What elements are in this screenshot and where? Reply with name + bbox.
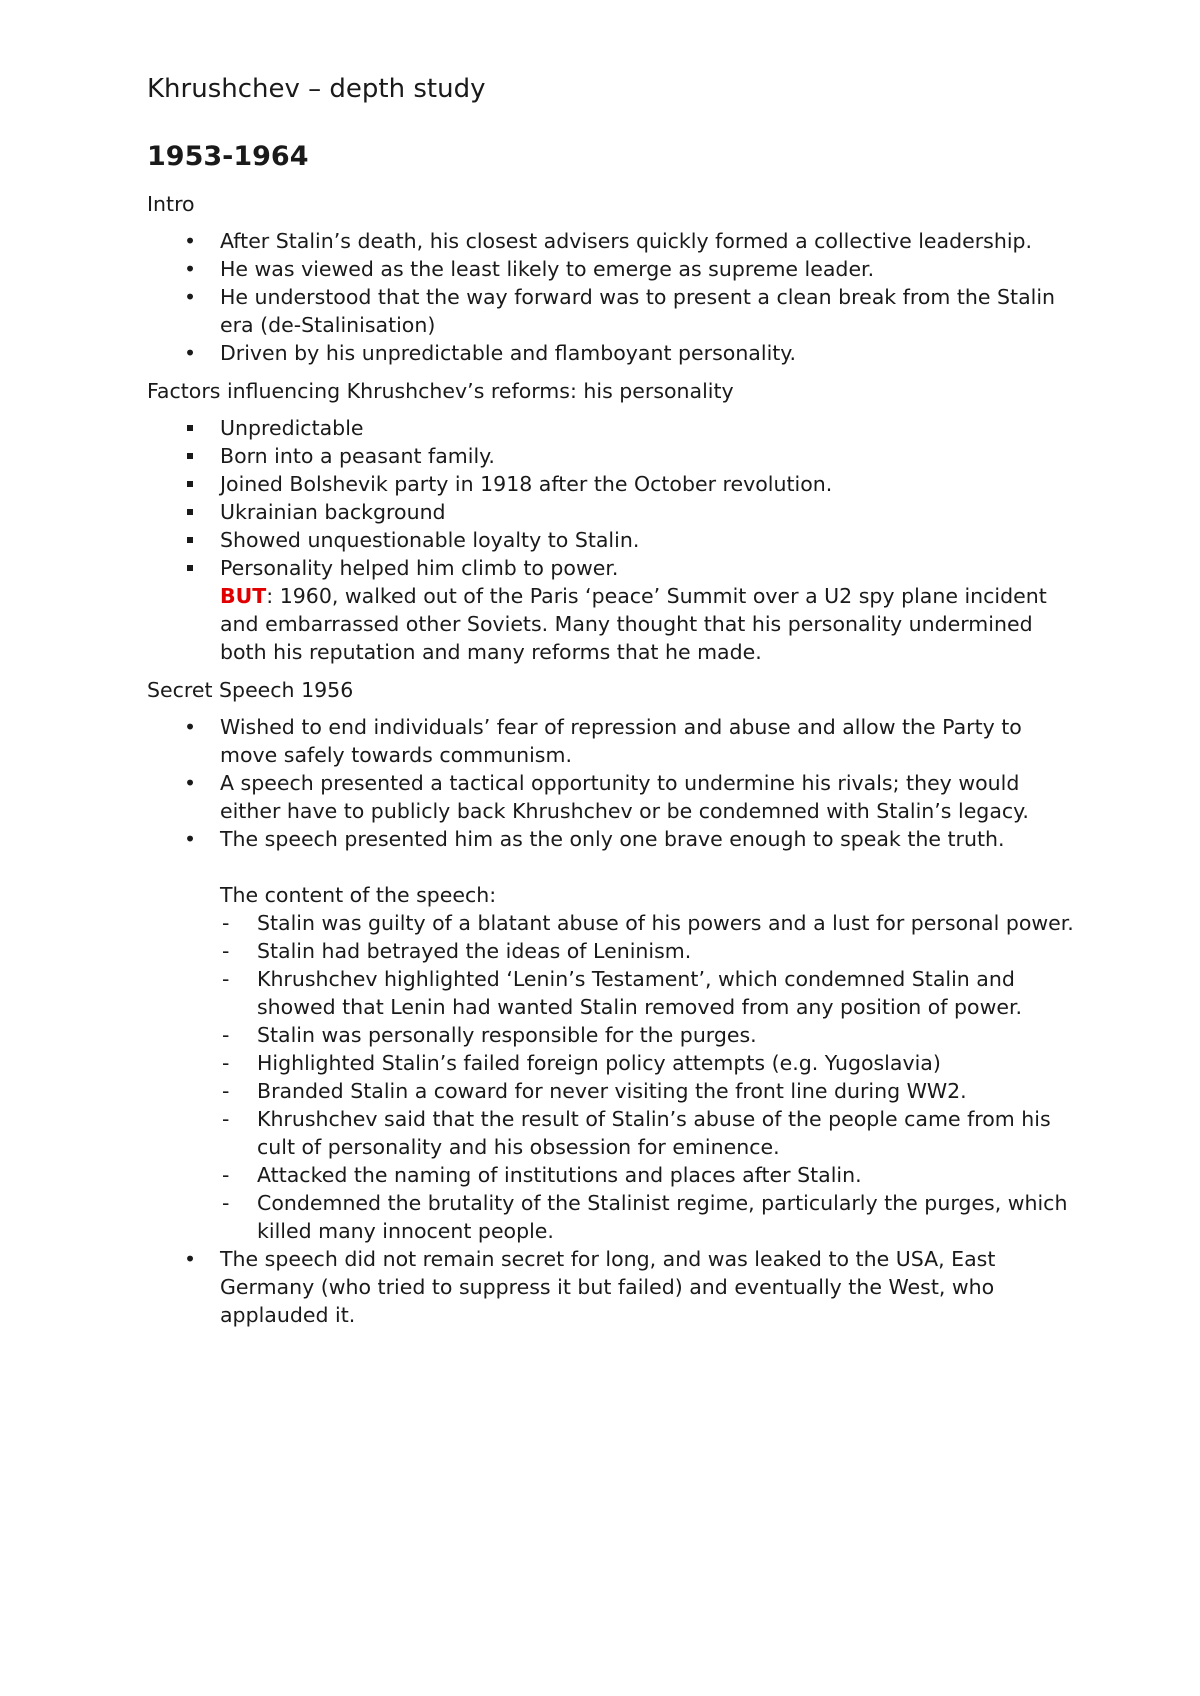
document-title: Khrushchev – depth study [147,74,486,104]
speech-heading: Secret Speech 1956 [147,678,354,702]
list-item: - Stalin had betrayed the ideas of Leninism. [222,939,692,963]
speech-content-list [220,909,1077,1245]
list-item: - Highlighted Stalin’s failed foreign policy attempts (e.g. Yugoslavia) [222,1051,941,1075]
speech-content-heading: The content of the speech: [220,883,497,907]
square-bullet-icon [187,481,193,487]
dash-icon: - [222,1023,230,1047]
list-item: • Wished to end individuals’ fear of repression and abuse and allow the Party to move safely towards communism. [184,715,1022,767]
bullet-icon: • [184,285,197,309]
square-bullet-icon [187,509,193,515]
dash-icon: - [222,1191,230,1215]
bullet-icon: • [184,1247,197,1271]
factors-heading: Factors influencing Khrushchev’s reforms: his personality [147,379,734,403]
list-item: - Attacked the naming of institutions and places after Stalin. [222,1163,862,1187]
list-item: • The speech presented him as the only one brave enough to speak the truth. The content of the speech: - Stalin was guilty of a blatant abuse of his powers and a lust for personal power. - Stalin had betrayed the ideas of Leninism. - Khrushchev highlighted ‘Lenin’s Testament’, which condemned Stalin and showed that Lenin had wanted Stalin removed from any position of power. - Stalin was personally responsible for the purges. - Highlighted Stalin’s failed foreign policy attempts (e.g. Yugoslavia) - Branded Stalin a coward for never visiting the front line during WW2. - Khrushchev said that the result of Stalin’s abuse of the people came from his cult of personality and his obsession for eminence. - Attacked the naming of institutions and places after Stalin. - Condemned the brutality of the Stalinist regime, particularly the purges, which killed many innocent people. [147,825,1077,1245]
list-item: - Khrushchev highlighted ‘Lenin’s Testament’, which condemned Stalin and showed that Lenin had wanted Stalin removed from any position of power. [222,967,1023,1019]
list-item: Born into a peasant family. [147,442,1077,470]
list-item: - Condemned the brutality of the Stalinist regime, particularly the purges, which killed many innocent people. [222,1191,1068,1243]
square-bullet-icon [187,453,193,459]
date-range-heading: 1953-1964 [147,141,309,172]
list-item: - Khrushchev said that the result of Stalin’s abuse of the people came from his cult of personality and his obsession for eminence. [222,1107,1051,1159]
square-bullet-icon [187,537,193,543]
list-item: Ukrainian background [147,498,1077,526]
square-bullet-icon [187,565,193,571]
dash-icon: - [222,939,230,963]
factors-list [147,414,1077,666]
square-bullet-icon [187,425,193,431]
list-item: Personality helped him climb to power. BUT: 1960, walked out of the Paris ‘peace’ Summit over a U2 spy plane incident and embarrassed other Soviets. Many thought that his personality undermined both his reputation and many reforms that he made. [147,554,1077,666]
bullet-icon: • [184,771,197,795]
list-item: • After Stalin’s death, his closest advisers quickly formed a collective leadership. [184,229,1033,253]
intro-heading: Intro [147,192,195,216]
list-item: • The speech did not remain secret for long, and was leaked to the USA, East Germany (who tried to suppress it but failed) and eventually the West, who applauded it. [184,1247,996,1327]
list-item: • Driven by his unpredictable and flamboyant personality. [184,341,797,365]
intro-list [147,227,1077,367]
list-item: • He understood that the way forward was to present a clean break from the Stalin era (de-Stalinisation) [184,285,1056,337]
document-body [147,70,1077,1339]
list-item: - Branded Stalin a coward for never visiting the front line during WW2. [222,1079,967,1103]
bullet-icon: • [184,827,197,851]
bullet-icon: • [184,229,197,253]
dash-icon: - [222,967,230,991]
bullet-icon: • [184,341,197,365]
list-item: Joined Bolshevik party in 1918 after the October revolution. [147,470,1077,498]
speech-list [147,713,1077,1329]
list-item: • He was viewed as the least likely to emerge as supreme leader. [184,257,875,281]
but-label: BUT [220,584,267,608]
bullet-icon: • [184,257,197,281]
dash-icon: - [222,1107,230,1131]
list-item: - Stalin was personally responsible for the purges. [222,1023,757,1047]
list-item: • A speech presented a tactical opportunity to undermine his rivals; they would either have to publicly back Khrushchev or be condemned with Stalin’s legacy. [184,771,1029,823]
dash-icon: - [222,1051,230,1075]
dash-icon: - [222,1163,230,1187]
bullet-icon: • [184,715,197,739]
dash-icon: - [222,1079,230,1103]
but-text: : 1960, walked out of the Paris ‘peace’ Summit over a U2 spy plane incident and embarrassed other Soviets. Many thought that his personality undermined both his reputation and many reforms that he made. [220,584,1047,664]
list-item: - Stalin was guilty of a blatant abuse of his powers and a lust for personal power. [222,911,1074,935]
list-item: Unpredictable [147,414,1077,442]
list-item: Showed unquestionable loyalty to Stalin. [147,526,1077,554]
dash-icon: - [222,911,230,935]
